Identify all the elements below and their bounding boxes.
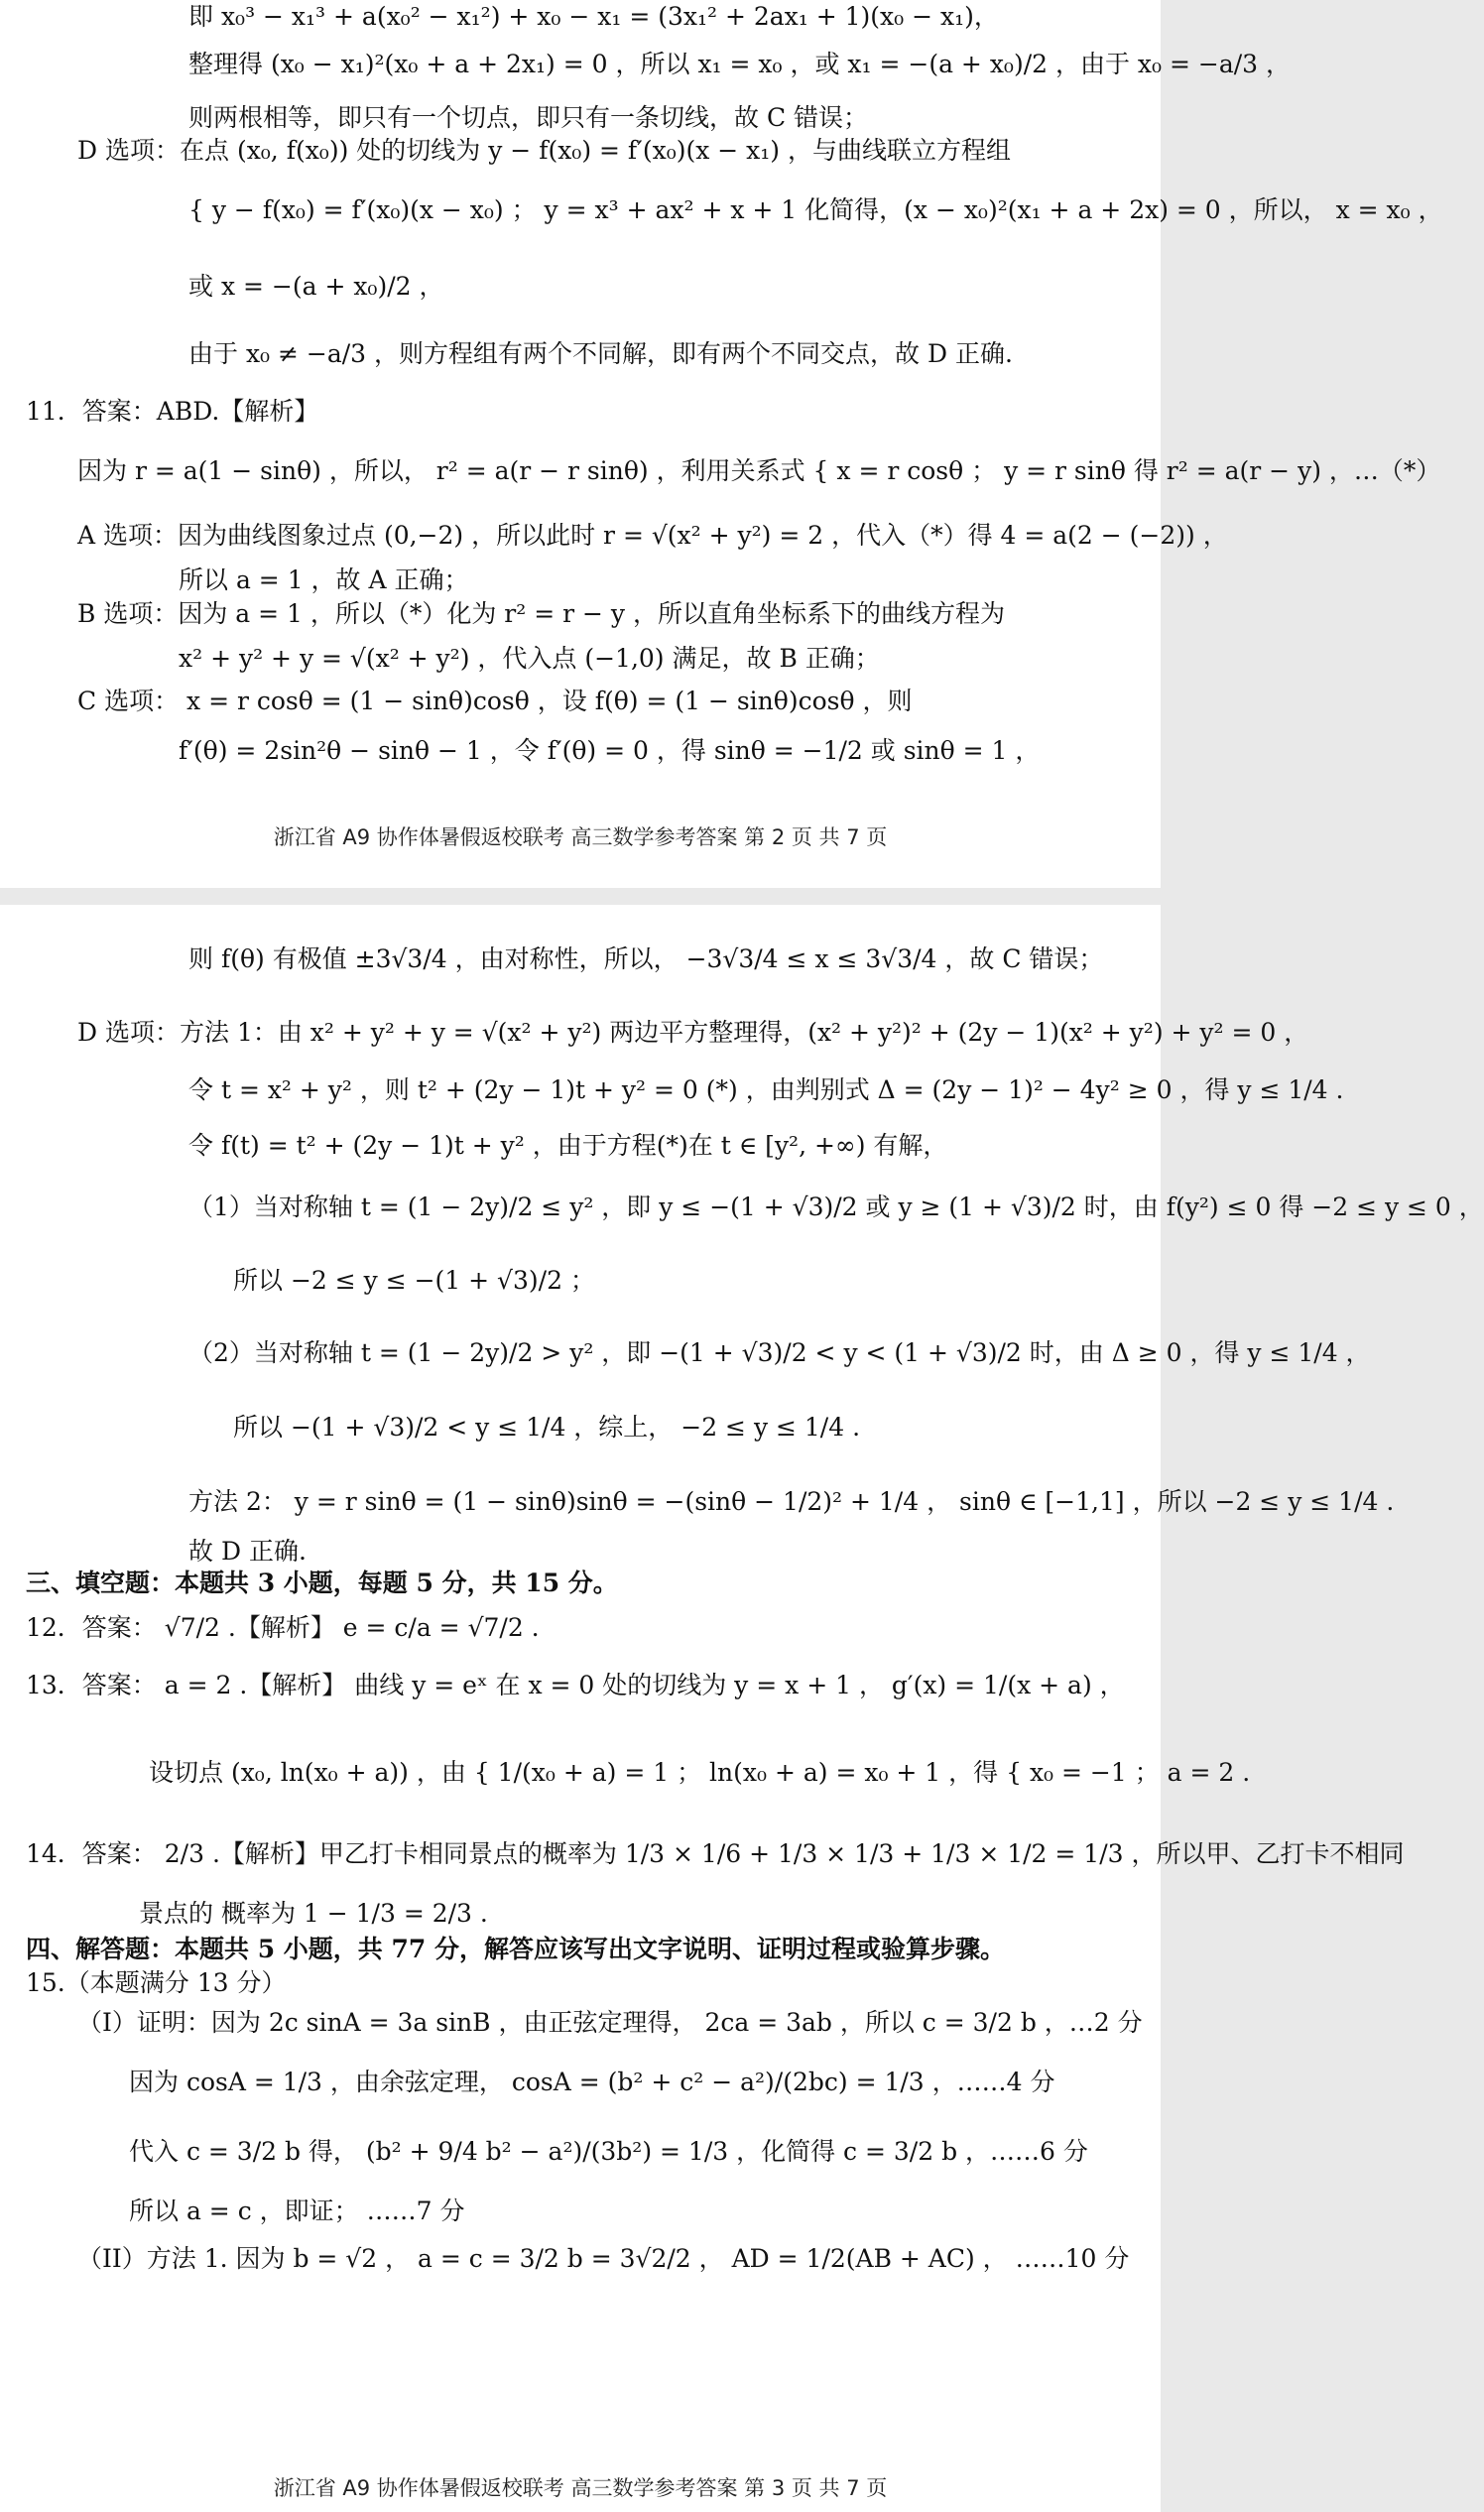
text-line: 所以 −(1 + √3)/2 < y ≤ 1/4 ，综上， −2 ≤ y ≤ 1/4 . [233, 1413, 861, 1442]
text-line: 或 x = −(a + x₀)/2 ， [188, 272, 444, 301]
text-line: 12．答案： √7/2 .【解析】 e = c/a = √7/2 . [26, 1613, 540, 1642]
text-line: 所以 a = c ，即证； ……7 分 [129, 2197, 465, 2225]
text-line: B 选项：因为 a = 1 ，所以（*）化为 r² = r − y ，所以直角坐标系下的曲线方程为 [77, 599, 1005, 628]
page-footer: 浙江省 A9 协作体暑假返校联考 高三数学参考答案 第 3 页 共 7 页 [273, 2476, 888, 2500]
text-line: 由于 x₀ ≠ −a/3 ，则方程组有两个不同解，即有两个不同交点，故 D 正确. [188, 339, 1013, 368]
text-line: （1）当对称轴 t = (1 − 2y)/2 ≤ y² ，即 y ≤ −(1 + √3)/2 或 y ≥ (1 + √3)/2 时，由 f(y²) ≤ 0 得 −2 ≤ y ≤ 0 ， [188, 1193, 1484, 1221]
document-page-3 [0, 905, 1484, 2512]
text-line: 所以 −2 ≤ y ≤ −(1 + √3)/2 ； [233, 1266, 595, 1295]
text-line: 令 t = x² + y² ，则 t² + (2y − 1)t + y² = 0 (*) ，由判别式 Δ = (2y − 1)² − 4y² ≥ 0 ，得 y ≤ 1/4 . [188, 1075, 1344, 1104]
text-line: { y − f(x₀) = f′(x₀)(x − x₀) ； y = x³ + ax² + x + 1 化简得，(x − x₀)²(x₁ + a + 2x) = 0 ，所以， x = x₀ ， [188, 195, 1443, 224]
text-line: D 选项：在点 (x₀, f(x₀)) 处的切线为 y − f(x₀) = f′(x₀)(x − x₁) ，与曲线联立方程组 [77, 136, 1011, 165]
text-line: 因为 cosA = 1/3 ，由余弦定理， cosA = (b² + c² − a²)/(2bc) = 1/3 ，……4 分 [129, 2068, 1055, 2096]
page-footer: 浙江省 A9 协作体暑假返校联考 高三数学参考答案 第 2 页 共 7 页 [273, 825, 888, 849]
document-page-2 [0, 0, 1443, 888]
text-line: （I）证明：因为 2c sinA = 3a sinB ，由正弦定理得， 2ca = 3ab ，所以 c = 3/2 b ，…2 分 [77, 2008, 1143, 2037]
text-line: 11．答案：ABD.【解析】 [26, 397, 319, 426]
text-line: D 选项：方法 1：由 x² + y² + y = √(x² + y²) 两边平方整理得，(x² + y²)² + (2y − 1)(x² + y²) + y² = 0 ， [77, 1018, 1309, 1047]
text-line: 方法 2： y = r sinθ = (1 − sinθ)sinθ = −(sinθ − 1/2)² + 1/4 ， sinθ ∈ [−1,1] ，所以 −2 ≤ y ≤ 1/4 . [188, 1487, 1395, 1516]
text-line: 则两根相等，即只有一个切点，即只有一条切线，故 C 错误； [188, 103, 869, 132]
text-line: 故 D 正确. [188, 1537, 307, 1566]
section-heading: 四、解答题：本题共 5 小题，共 77 分，解答应该写出文字说明、证明过程或验算步骤。 [26, 1935, 1006, 1963]
text-line: （II）方法 1. 因为 b = √2 ， a = c = 3/2 b = 3√2/2 ， AD = 1/2(AB + AC) ， ……10 分 [77, 2244, 1130, 2273]
text-line: A 选项：因为曲线图象过点 (0,−2) ，所以此时 r = √(x² + y²) = 2 ，代入（*）得 4 = a(2 − (−2)) ， [77, 521, 1228, 550]
text-line: 景点的 概率为 1 − 1/3 = 2/3 . [139, 1899, 488, 1928]
text-line: C 选项： x = r cosθ = (1 − sinθ)cosθ ，设 f(θ) = (1 − sinθ)cosθ ，则 [77, 687, 913, 715]
text-line: 整理得 (x₀ − x₁)²(x₀ + a + 2x₁) = 0 ，所以 x₁ = x₀ ，或 x₁ = −(a + x₀)/2 ，由于 x₀ = −a/3 ， [188, 50, 1292, 78]
text-line: 所以 a = 1 ，故 A 正确； [179, 565, 469, 594]
text-line: 设切点 (x₀, ln(x₀ + a)) ，由 { 1/(x₀ + a) = 1 ； ln(x₀ + a) = x₀ + 1 ，得 { x₀ = −1 ； a = 2 . [149, 1758, 1251, 1787]
text-line: 代入 c = 3/2 b 得， (b² + 9/4 b² − a²)/(3b²) = 1/3 ，化简得 c = 3/2 b ，……6 分 [129, 2137, 1088, 2166]
text-line: 则 f(θ) 有极值 ±3√3/4 ，由对称性，所以， −3√3/4 ≤ x ≤ 3√3/4 ，故 C 错误； [188, 944, 1104, 973]
section-heading: 三、填空题：本题共 3 小题，每题 5 分，共 15 分。 [26, 1569, 618, 1597]
text-line: 因为 r = a(1 − sinθ) ，所以， r² = a(r − r sinθ) ，利用关系式 { x = r cosθ ； y = r sinθ 得 r² = a(r − y) ，…（*） [77, 456, 1441, 485]
text-line: 13．答案： a = 2 .【解析】 曲线 y = eˣ 在 x = 0 处的切线为 y = x + 1 ， g′(x) = 1/(x + a) ， [26, 1671, 1125, 1699]
text-line: （2）当对称轴 t = (1 − 2y)/2 > y² ，即 −(1 + √3)/2 < y < (1 + √3)/2 时，由 Δ ≥ 0 ，得 y ≤ 1/4 ， [188, 1338, 1371, 1367]
text-line: f′(θ) = 2sin²θ − sinθ − 1 ，令 f′(θ) = 0 ，得 sinθ = −1/2 或 sinθ = 1 ， [179, 736, 1041, 765]
text-line: 令 f(t) = t² + (2y − 1)t + y² ，由于方程(*)在 t ∈ [y², +∞) 有解， [188, 1131, 948, 1160]
text-line: 14．答案： 2/3 .【解析】甲乙打卡相同景点的概率为 1/3 × 1/6 + 1/3 × 1/3 + 1/3 × 1/2 = 1/3 ，所以甲、乙打卡不相同 [26, 1839, 1405, 1868]
text-line: 即 x₀³ − x₁³ + a(x₀² − x₁²) + x₀ − x₁ = (3x₁² + 2ax₁ + 1)(x₀ − x₁)， [188, 2, 999, 31]
text-line: x² + y² + y = √(x² + y²) ，代入点 (−1,0) 满足，故 B 正确； [179, 644, 880, 673]
text-line: 15.（本题满分 13 分） [26, 1968, 287, 1997]
